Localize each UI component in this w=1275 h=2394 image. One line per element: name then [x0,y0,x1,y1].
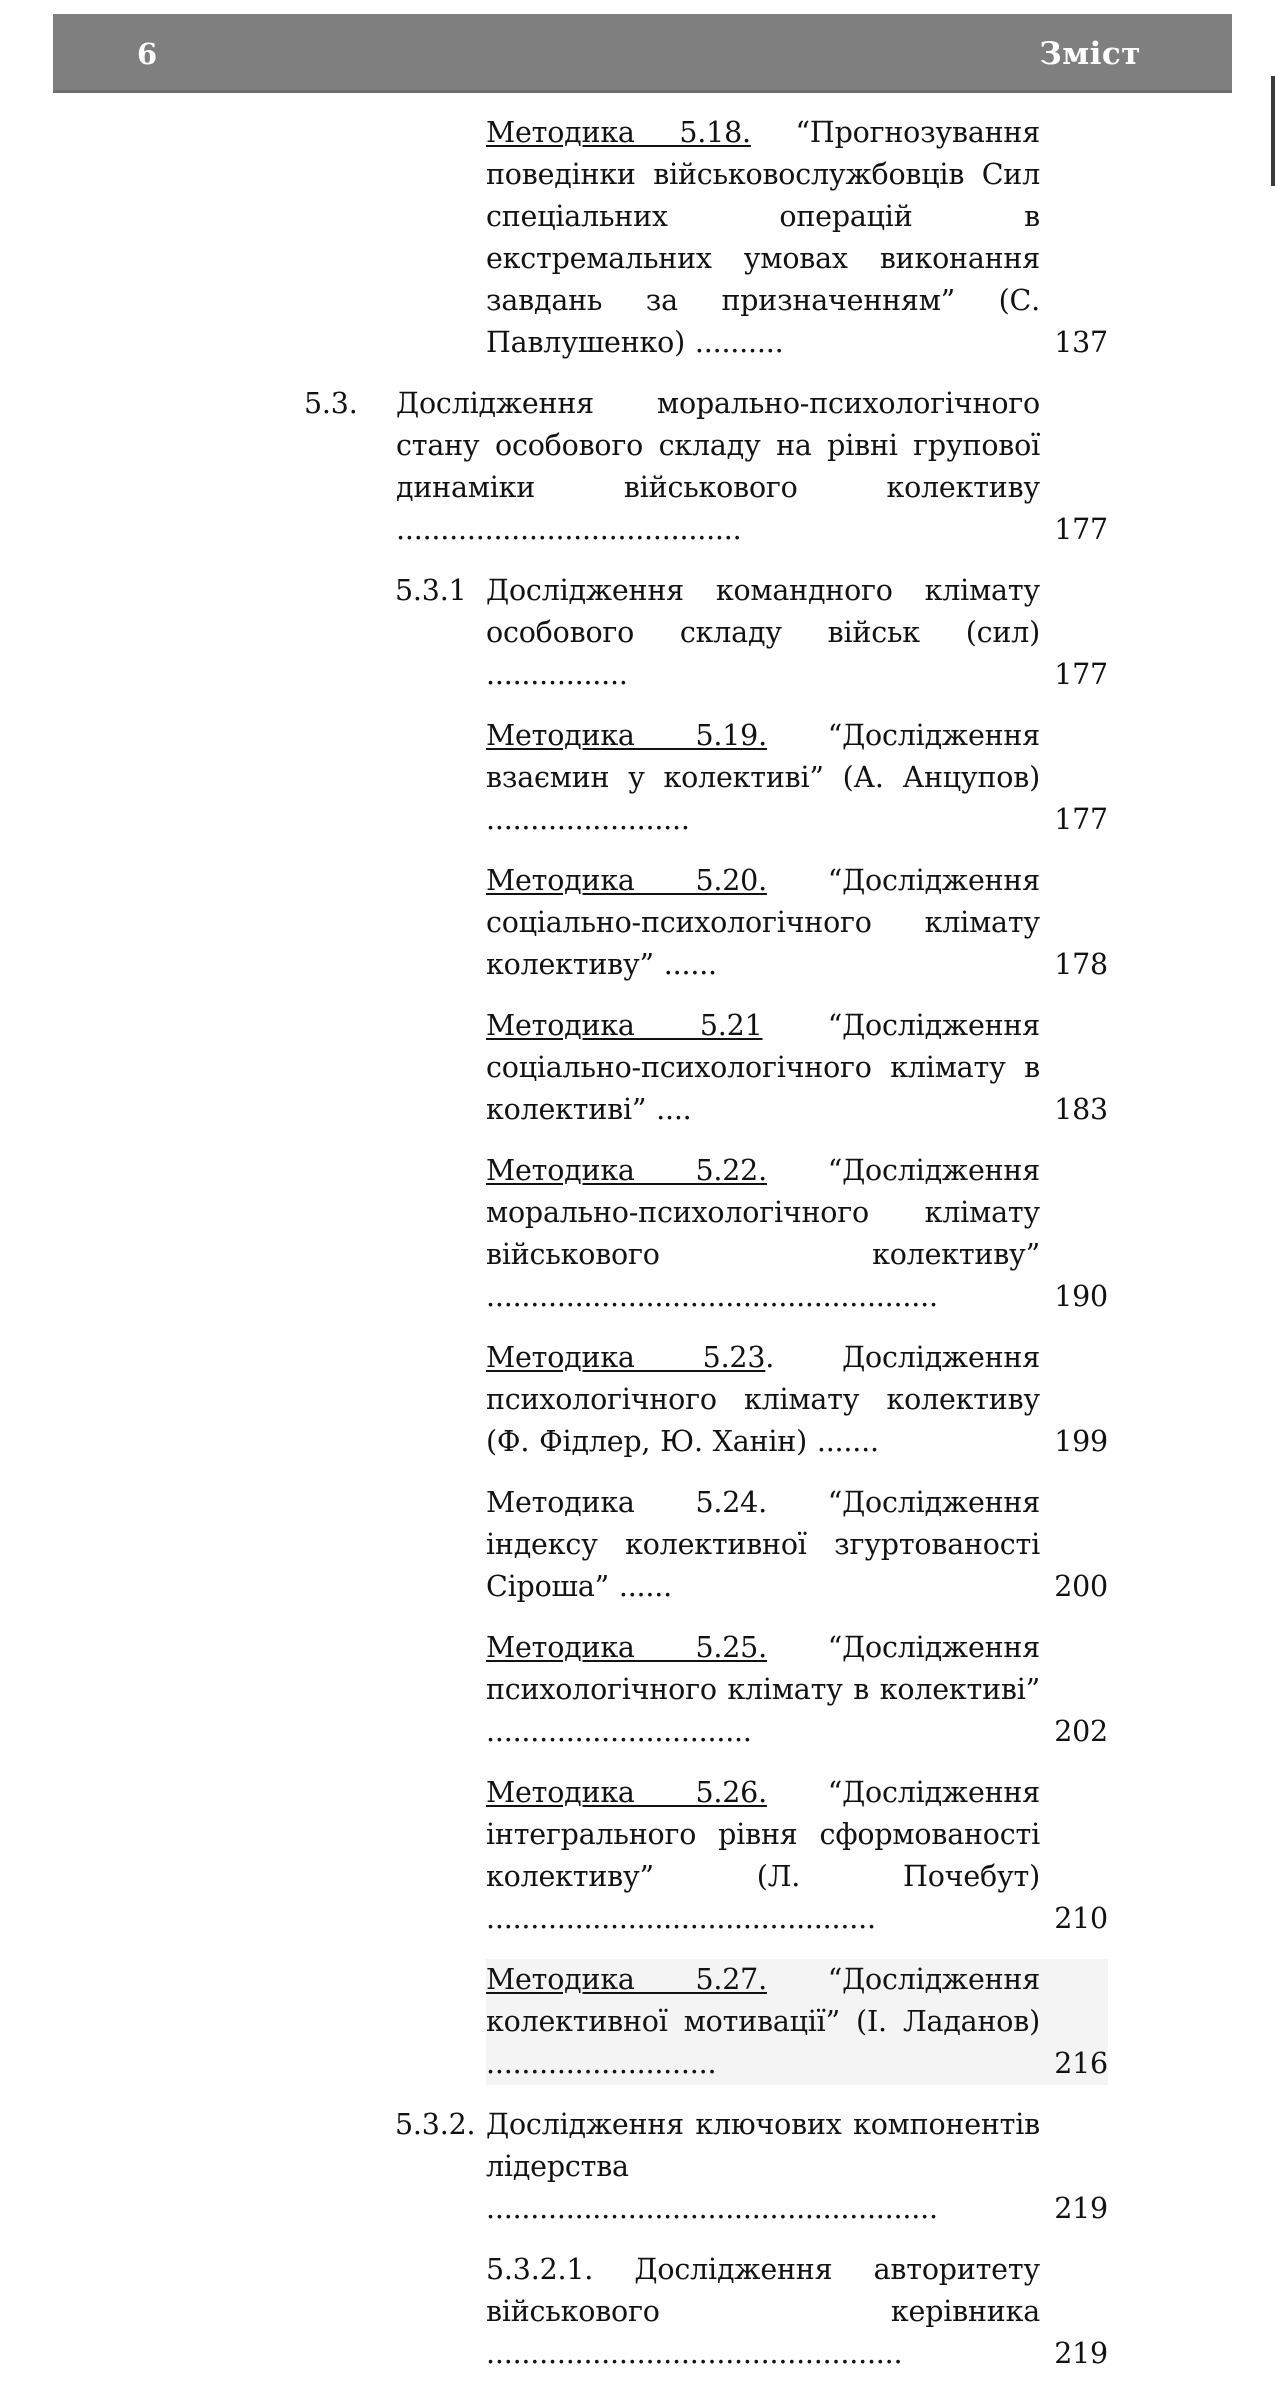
toc-entry [486,860,1108,986]
toc-entry-text: “Дослідження індексу колективної згуртованості Сіроша” ...... [486,1486,1040,1603]
toc-entry-text: “Дослідження колективної мотивації” (І. Ладанов) .......................... [486,1963,1040,2080]
toc-entry-text: Дослідження ключових компонентів лідерства ................................................... [486,2108,1040,2225]
toc-entry [486,1150,1108,1318]
toc-entry-link-label[interactable]: Методика 5.24. [486,1486,767,1519]
toc-entry-body [486,2249,1040,2375]
toc-entry-text: . Дослідження психологічного клімату колективу (Ф. Фідлер, Ю. Ханін) ....... [486,1341,1040,1458]
toc-entry-text: “Дослідження морально-психологічного клімату військового колективу” ................................................... [486,1154,1040,1313]
toc-entry-page: 190 [1054,1280,1108,1313]
toc-entry-link-label[interactable]: Методика 5.21 [486,1009,763,1042]
toc-entry-body [486,1005,1040,1131]
toc-entry-body [486,1482,1040,1608]
toc-entry-page: 177 [1054,513,1108,546]
toc-entry-page: 183 [1054,1093,1108,1126]
toc-entry-number: 5.3.2. [395,2108,476,2141]
toc-entry-link-label[interactable]: Методика 5.18. [486,116,751,149]
toc-entry-body [486,1627,1040,1753]
toc-entry [486,1959,1108,2085]
toc-entry-link-label[interactable]: Методика 5.23 [486,1341,766,1374]
toc-entry-page: 137 [1054,326,1108,359]
toc-entry-page: 202 [1054,1715,1108,1748]
toc-entry-link-label[interactable]: Методика 5.27. [486,1963,767,1996]
toc-entry [486,1005,1108,1131]
toc-entry-text: Дослідження командного клімату особового складу військ (сил) ................ [486,574,1040,691]
toc-entry-body [396,383,1040,551]
toc-entry-page: 200 [1054,1570,1108,1603]
toc-entry-link-label[interactable]: Методика 5.26. [486,1776,767,1809]
toc-entry-body [486,1959,1040,2085]
toc-entry [486,1337,1108,1463]
toc-entry-text: “Дослідження взаємин у колективі” (А. Анцупов) ....................... [486,719,1040,836]
toc-entry-page: 210 [1054,1902,1108,1935]
toc-entry-body [486,1772,1040,1940]
toc-entry-page: 178 [1054,948,1108,981]
toc-entry [486,1772,1108,1940]
toc-entry-body [486,860,1040,986]
toc-entry-text: “Дослідження інтегрального рівня сформованості колективу” (Л. Почебут) ............................................ [486,1776,1040,1935]
toc-entry [395,570,1108,696]
toc-entry-number: 5.3.1 [395,574,467,607]
toc-entry-text: “Дослідження психологічного клімату в колективі” .............................. [486,1631,1040,1748]
toc-entry [304,383,1108,551]
toc-list [304,112,1108,2394]
toc-entry [486,112,1108,364]
toc-entry-page: 177 [1054,658,1108,691]
toc-entry-page: 216 [1054,2047,1108,2080]
toc-entry-text: Дослідження авторитету військового керівника ............................................... [486,2253,1040,2370]
toc-entry [486,1482,1108,1608]
toc-entry-body [486,1150,1040,1318]
toc-entry-link-label[interactable]: Методика 5.20. [486,864,767,897]
toc-entry-link-label[interactable]: 5.3.2.1. [486,2253,594,2286]
page-header-bar [53,14,1232,93]
header-page-number: 6 [137,37,158,71]
toc-entry-link-label[interactable]: Методика 5.19. [486,719,767,752]
toc-entry-text: “Дослідження соціально-психологічного клімату в колективі” .... [486,1009,1040,1126]
toc-entry-text: Дослідження морально-психологічного стану особового складу на рівні групової динаміки військового колективу ....................................... [396,387,1040,546]
toc-entry-page: 199 [1054,1425,1108,1458]
toc-entry-body [486,715,1040,841]
toc-entry-link-label[interactable]: Методика 5.25. [486,1631,767,1664]
toc-entry [395,2104,1108,2230]
toc-entry [486,1627,1108,1753]
toc-entry-body [486,112,1040,364]
toc-entry-page: 219 [1054,2192,1108,2225]
scan-edge-artifact [1271,76,1275,186]
toc-entry [486,715,1108,841]
toc-entry-text: “Прогнозування поведінки військовослужбовців Сил спеціальних операцій в екстремальних умовах виконання завдань за призначенням” (С. Павлушенко) .......... [486,116,1040,359]
toc-entry-number: 5.3. [304,387,358,420]
toc-entry-body [486,570,1040,696]
header-section-title: Зміст [1039,36,1141,72]
toc-entry-text: “Дослідження соціально-психологічного клімату колективу” ...... [486,864,1040,981]
toc-entry-link-label[interactable]: Методика 5.22. [486,1154,767,1187]
toc-entry-body [486,2104,1040,2230]
toc-entry-page: 219 [1054,2337,1108,2370]
toc-entry [486,2249,1108,2375]
toc-entry-body [486,1337,1040,1463]
toc-entry-page: 177 [1054,803,1108,836]
